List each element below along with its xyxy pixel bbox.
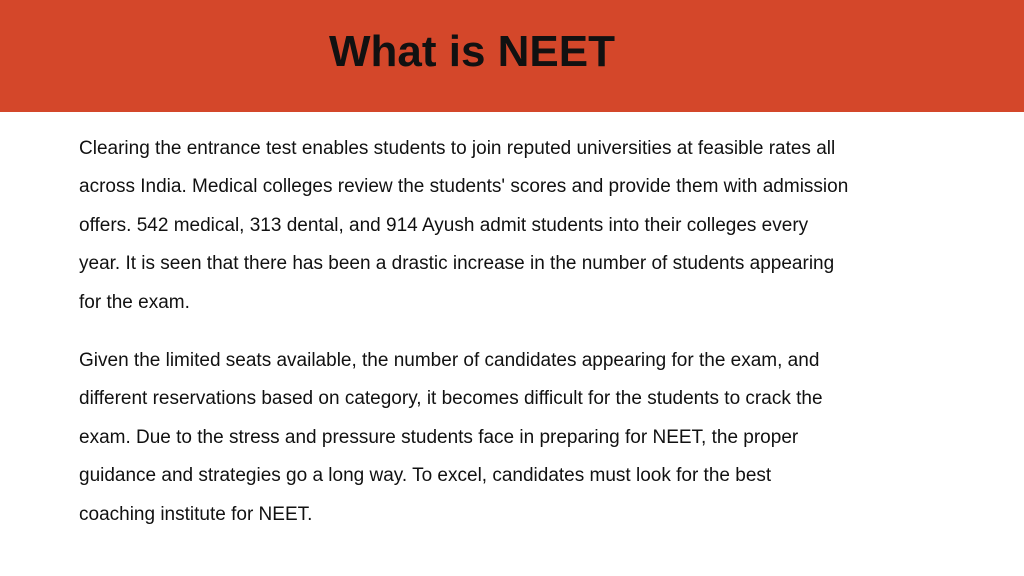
title-header-band [0, 0, 1024, 112]
slide-body [79, 130, 849, 534]
slide-title: What is NEET [328, 27, 616, 76]
body-paragraph-1: Clearing the entrance test enables students to join reputed universities at feasible rates all across India. Medical colleges review the students' scores and provide them with admission offers. 542 medical, 313 dental, and 914 Ayush admit students into their colleges every year. It is seen that there has been a drastic increase in the number of students appearing for the exam. [79, 138, 849, 313]
body-paragraph-2: Given the limited seats available, the number of candidates appearing for the exam, and different reservations based on category, it becomes difficult for the students to crack the exam. Due to the stress and pressure students face in preparing for NEET, the proper guidance and strategies go a long way. To excel, candidates must look for the best coaching institute for NEET. [79, 350, 823, 525]
